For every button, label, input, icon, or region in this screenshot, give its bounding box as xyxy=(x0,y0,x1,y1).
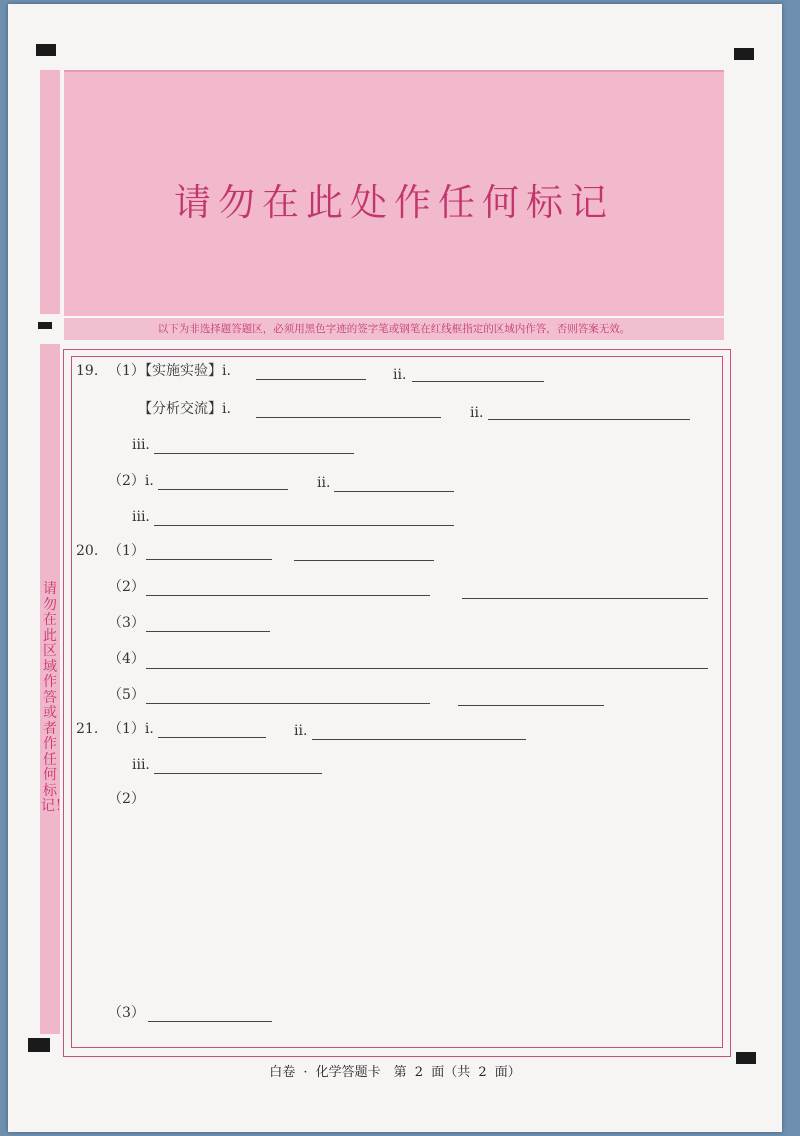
question-19-part-2-label: （2）i. xyxy=(108,473,154,489)
q19-part-2-ii-label: ii. xyxy=(317,475,331,491)
q21-part-1-ii-label: ii. xyxy=(294,723,308,739)
q19-analysis-label: 【分析交流】i. xyxy=(138,401,231,417)
question-20-number: 20. xyxy=(76,543,99,559)
answer-line-q19-ana-ii[interactable] xyxy=(488,419,690,420)
q19-experiment-ii-label: ii. xyxy=(393,367,407,383)
question-21-part-1-label: （1）i. xyxy=(108,721,154,737)
answer-line-q20-p5-a[interactable] xyxy=(146,703,430,704)
no-mark-text: 请勿在此处作任何标记 xyxy=(174,181,614,224)
answer-line-q20-p2-b[interactable] xyxy=(462,598,708,599)
question-20-part-5-label: （5） xyxy=(108,687,145,703)
question-20-part-1-label: （1） xyxy=(108,543,145,559)
answer-line-q21-p1-i[interactable] xyxy=(158,737,266,738)
answer-line-q19-ana-iii[interactable] xyxy=(154,453,354,454)
question-21-part-3-label: （3） xyxy=(108,1005,145,1021)
question-19-number: 19. xyxy=(76,363,99,379)
q21-part-1-iii-label: iii. xyxy=(132,757,150,773)
side-warning-text: 请勿在此区域作答或者作任何标记！ xyxy=(41,581,69,814)
registration-mark-bottom-left xyxy=(28,1038,50,1052)
registration-mark-top-right xyxy=(734,48,754,60)
q19-analysis-iii-label: iii. xyxy=(132,437,150,453)
answer-line-q20-p3[interactable] xyxy=(146,631,270,632)
question-20-part-4-label: （4） xyxy=(108,651,145,667)
answer-line-q21-p3[interactable] xyxy=(148,1021,272,1022)
q19-part-2-iii-label: iii. xyxy=(132,509,150,525)
answer-line-q19-exp-i[interactable] xyxy=(256,379,366,380)
answer-line-q19-exp-ii[interactable] xyxy=(412,381,544,382)
answer-line-q19-ana-i[interactable] xyxy=(256,417,441,418)
registration-mark-top-left xyxy=(36,44,56,56)
page-footer: 白卷 · 化学答题卡 第 2 面（共 2 面） xyxy=(269,1065,521,1080)
answer-line-q20-p2-a[interactable] xyxy=(146,595,430,596)
answer-instructions: 以下为非选择题答题区，必须用黑色字迹的签字笔或钢笔在红线框指定的区域内作答，否则答案无效。 xyxy=(64,318,724,340)
answer-line-q20-p1-a[interactable] xyxy=(146,559,272,560)
answer-line-q19-p2-ii[interactable] xyxy=(334,491,454,492)
question-20-part-2-label: （2） xyxy=(108,579,145,595)
answer-line-q20-p4[interactable] xyxy=(146,668,708,669)
answer-line-q20-p5-b[interactable] xyxy=(458,705,604,706)
side-strip-top xyxy=(40,70,60,314)
answer-line-q19-p2-iii[interactable] xyxy=(154,525,454,526)
answer-line-q20-p1-b[interactable] xyxy=(294,560,434,561)
registration-mark-mid-left xyxy=(38,322,52,329)
no-mark-area xyxy=(64,70,724,316)
answer-line-q21-p1-iii[interactable] xyxy=(154,773,322,774)
answer-line-q21-p1-ii[interactable] xyxy=(312,739,526,740)
answer-area-q21-p2[interactable] xyxy=(108,810,708,1000)
question-21-number: 21. xyxy=(76,721,99,737)
answer-sheet xyxy=(8,4,782,1132)
q19-analysis-ii-label: ii. xyxy=(470,405,484,421)
question-21-part-2-label: （2） xyxy=(108,791,145,807)
question-20-part-3-label: （3） xyxy=(108,615,145,631)
answer-line-q19-p2-i[interactable] xyxy=(158,489,288,490)
question-19-part-1-label: （1） xyxy=(108,363,145,379)
q19-experiment-label: 【实施实验】i. xyxy=(138,363,231,379)
